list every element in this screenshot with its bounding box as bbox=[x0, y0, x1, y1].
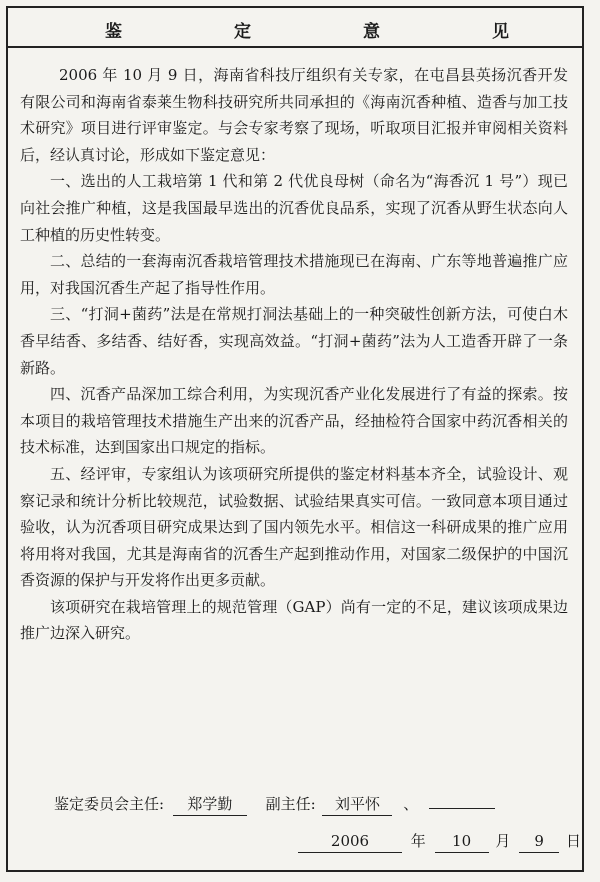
date-month-unit: 月 bbox=[495, 832, 511, 850]
opinion-body bbox=[20, 62, 568, 647]
paragraph-3: 三、“打洞+菌药”法是在常规打洞法基础上的一种突破性创新方法，可使白木香早结香、多结香、结好香，实现高效益。“打洞+菌药”法为人工造香开辟了一条新路。 bbox=[20, 305, 568, 377]
header-char-2: 定 bbox=[234, 22, 251, 42]
date-month: 10 bbox=[435, 830, 489, 853]
date-row bbox=[298, 828, 581, 854]
chair-name: 郑学勤 bbox=[173, 793, 247, 816]
signature-row bbox=[54, 786, 554, 812]
header-char-1: 鉴 bbox=[105, 22, 122, 42]
name-separator: 、 bbox=[403, 795, 419, 813]
vice-name-1: 刘平怀 bbox=[322, 793, 392, 816]
paragraph-5: 五、经评审，专家组认为该项研究所提供的鉴定材料基本齐全，试验设计、观察记录和统计分析比较规范，试验数据、试验结果真实可信。一致同意本项目通过验收，认为沉香项目研究成果达到了国内领先水平。相信这一科研成果的推广应用将用将对我国，尤其是海南省的沉香生产起到推动作用，对国家二级保护的中国沉香资源的保护与开发将作出更多贡献。 bbox=[20, 464, 568, 590]
vice-label: 副主任: bbox=[265, 795, 316, 813]
date-day: 9 bbox=[519, 830, 559, 853]
paragraph-closing: 该项研究在栽培管理上的规范管理（GAP）尚有一定的不足，建议该项成果边推广边深入研究。 bbox=[20, 597, 568, 643]
chair-label: 鉴定委员会主任: bbox=[54, 795, 165, 813]
vice-name-2-blank bbox=[429, 786, 495, 809]
paragraph-4: 四、沉香产品深加工综合利用，为实现沉香产业化发展进行了有益的探索。按本项目的栽培管理技术措施生产出来的沉香产品，经抽检符合国家中药沉香相关的技术标准，达到国家出口规定的指标。 bbox=[20, 385, 568, 457]
paragraph-2: 二、总结的一套海南沉香栽培管理技术措施现已在海南、广东等地普遍推广应用，对我国沉香生产起了指导性作用。 bbox=[20, 252, 568, 297]
date-year: 2006 bbox=[298, 830, 402, 853]
paragraph-1: 一、选出的人工栽培第 1 代和第 2 代优良母树（命名为“海香沉 1 号”）现已向社会推广种植，这是我国最早选出的沉香优良品系，实现了沉香从野生状态向人工种植的历史性转变。 bbox=[20, 172, 568, 244]
date-day-unit: 日 bbox=[565, 832, 581, 850]
date-year-unit: 年 bbox=[410, 832, 426, 850]
paragraph-intro: 2006 年 10 月 9 日，海南省科技厅组织有关专家，在屯昌县英扬沉香开发有限公司和海南省泰莱生物科技研究所共同承担的《海南沉香种植、造香与加工技术研究》项目进行评审鉴定。与会专家考察了现场，听取项目汇报并审阅相关资料后，经认真讨论，形成如下鉴定意见： bbox=[20, 66, 568, 164]
form-header bbox=[8, 8, 582, 48]
header-char-4: 见 bbox=[492, 22, 509, 42]
header-char-3: 意 bbox=[363, 22, 380, 42]
